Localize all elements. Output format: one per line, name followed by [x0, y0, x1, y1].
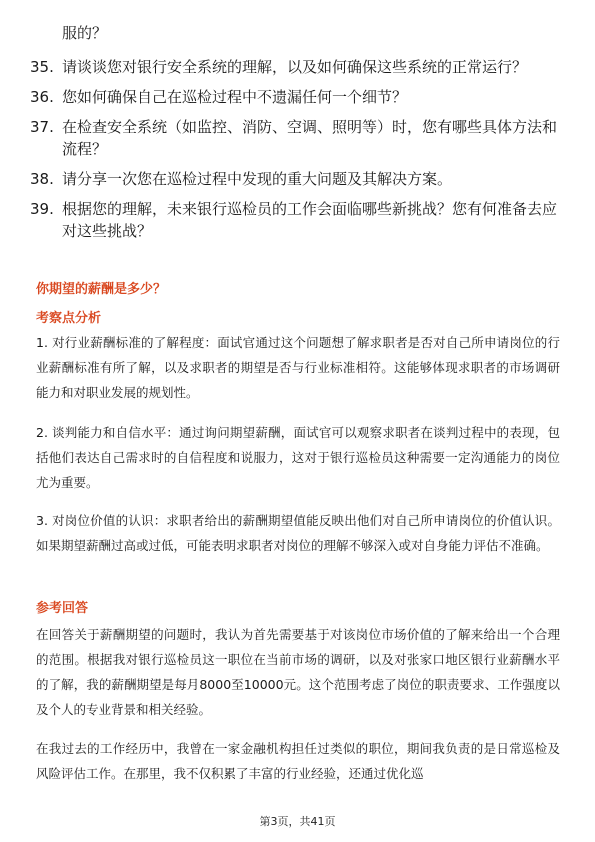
question-list [30, 56, 570, 250]
analysis-heading: 考察点分析 [36, 311, 102, 326]
answer-paragraph: 在我过去的工作经历中，我曾在一家金融机构担任过类似的职位，期间我负责的是日常巡检及风险评估工作。在那里，我不仅积累了丰富的行业经验，还通过优化巡 [36, 741, 560, 781]
question-item [30, 198, 570, 242]
question-number: 36. [30, 88, 54, 106]
question-text: 根据您的理解，未来银行巡检员的工作会面临哪些新挑战？您有何准备去应对这些挑战？ [62, 200, 558, 240]
question-item [30, 56, 570, 78]
answer-paragraph: 在回答关于薪酬期望的问题时，我认为首先需要基于对该岗位市场价值的了解来给出一个合理的范围。根据我对银行巡检员这一职位在当前市场的调研，以及对张家口地区银行业薪酬水平的了解，我的薪酬期望是每月8000至10000元。这个范围考虑了岗位的职责要求、工作强度以及个人的专业背景和相关经验。 [36, 627, 560, 717]
salary-question-heading: 你期望的薪酬是多少？ [36, 282, 167, 297]
question-text: 您如何确保自己在巡检过程中不遗漏任何一个细节？ [62, 88, 408, 106]
question-item [30, 168, 570, 190]
question-item [30, 116, 570, 160]
question-number: 35. [30, 58, 54, 76]
question-continuation: 服的？ [62, 24, 108, 42]
page-footer: 第3页，共41页 [259, 815, 336, 828]
analysis-paragraph: 3. 对岗位价值的认识：求职者给出的薪酬期望值能反映出他们对自己所申请岗位的价值认识。如果期望薪酬过高或过低，可能表明求职者对岗位的理解不够深入或对自身能力评估不准确。 [36, 513, 560, 553]
question-text: 请谈谈您对银行安全系统的理解，以及如何确保这些系统的正常运行？ [62, 58, 528, 76]
question-number: 39. [30, 200, 54, 218]
answer-heading: 参考回答 [36, 601, 89, 616]
question-number: 38. [30, 170, 54, 188]
question-item [30, 86, 570, 108]
analysis-paragraph: 2. 谈判能力和自信水平：通过询问期望薪酬，面试官可以观察求职者在谈判过程中的表现，包括他们表达自己需求时的自信程度和说服力，这对于银行巡检员这种需要一定沟通能力的岗位尤为重要。 [36, 425, 560, 490]
analysis-paragraph: 1. 对行业薪酬标准的了解程度：面试官通过这个问题想了解求职者是否对自己所申请岗位的行业薪酬标准有所了解，以及求职者的期望是否与行业标准相符。这能够体现求职者的市场调研能力和对职业发展的规划性。 [36, 335, 560, 400]
question-text: 请分享一次您在巡检过程中发现的重大问题及其解决方案。 [62, 170, 453, 188]
question-text: 在检查安全系统（如监控、消防、空调、照明等）时，您有哪些具体方法和流程？ [62, 118, 558, 158]
question-number: 37. [30, 118, 54, 136]
